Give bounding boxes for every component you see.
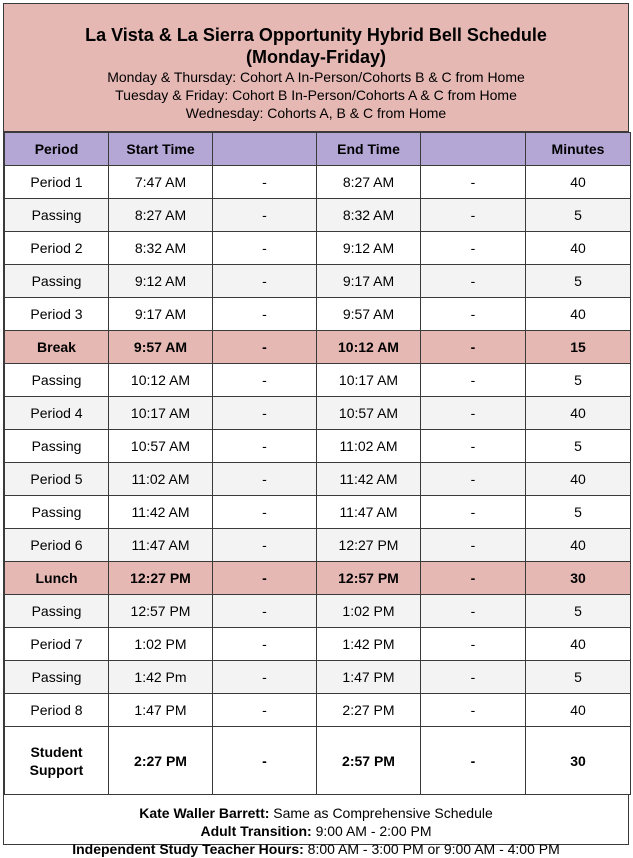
col-period: Period: [5, 133, 109, 166]
table-row: [5, 529, 631, 562]
dash-cell: -: [421, 199, 526, 232]
period-cell: Passing: [5, 661, 109, 694]
start-cell: 2:27 PM: [109, 727, 213, 795]
col-minutes: Minutes: [526, 133, 631, 166]
end-cell: 11:42 AM: [317, 463, 421, 496]
table-row: [5, 661, 631, 694]
table-row: [5, 364, 631, 397]
minutes-cell: 30: [526, 727, 631, 795]
end-cell: 10:17 AM: [317, 364, 421, 397]
start-cell: 10:57 AM: [109, 430, 213, 463]
dash-cell: -: [213, 331, 317, 364]
minutes-cell: 40: [526, 298, 631, 331]
start-cell: 11:42 AM: [109, 496, 213, 529]
dash-cell: -: [421, 694, 526, 727]
period-cell: Passing: [5, 496, 109, 529]
end-cell: 8:27 AM: [317, 166, 421, 199]
table-row: [5, 166, 631, 199]
col-blank-2: [421, 133, 526, 166]
end-cell: 9:57 AM: [317, 298, 421, 331]
start-cell: 11:47 AM: [109, 529, 213, 562]
dash-cell: -: [213, 430, 317, 463]
start-cell: 9:12 AM: [109, 265, 213, 298]
footer-line-2: Adult Transition: 9:00 AM - 2:00 PM: [200, 823, 432, 839]
table-row: [5, 397, 631, 430]
end-cell: 2:57 PM: [317, 727, 421, 795]
period-line-2: Support: [29, 761, 84, 778]
period-line-1: Student: [30, 743, 83, 760]
table-row: [5, 694, 631, 727]
start-cell: 9:57 AM: [109, 331, 213, 364]
dash-cell: -: [213, 265, 317, 298]
start-cell: 12:57 PM: [109, 595, 213, 628]
start-cell: 7:47 AM: [109, 166, 213, 199]
minutes-cell: 5: [526, 496, 631, 529]
bell-schedule: [3, 3, 629, 857]
dash-cell: -: [421, 727, 526, 795]
end-cell: 1:47 PM: [317, 661, 421, 694]
col-start-time: Start Time: [109, 133, 213, 166]
minutes-cell: 40: [526, 694, 631, 727]
start-cell: 1:02 PM: [109, 628, 213, 661]
start-cell: 12:27 PM: [109, 562, 213, 595]
table-row: [5, 595, 631, 628]
end-cell: 12:27 PM: [317, 529, 421, 562]
dash-cell: -: [421, 463, 526, 496]
table-row: [5, 298, 631, 331]
period-cell: Passing: [5, 265, 109, 298]
end-cell: 10:57 AM: [317, 397, 421, 430]
dash-cell: -: [213, 529, 317, 562]
table-row: [5, 232, 631, 265]
period-cell: Break: [5, 331, 109, 364]
period-cell: Period 7: [5, 628, 109, 661]
dash-cell: -: [421, 265, 526, 298]
end-cell: 1:02 PM: [317, 595, 421, 628]
dash-cell: -: [213, 232, 317, 265]
footer-line-1: Kate Waller Barrett: Same as Comprehensive Schedule: [139, 805, 493, 821]
dash-cell: -: [213, 166, 317, 199]
minutes-cell: 5: [526, 595, 631, 628]
dash-cell: -: [421, 331, 526, 364]
end-cell: 11:47 AM: [317, 496, 421, 529]
dash-cell: -: [213, 628, 317, 661]
period-cell: Lunch: [5, 562, 109, 595]
dash-cell: -: [421, 562, 526, 595]
table-row: [5, 562, 631, 595]
start-cell: 10:17 AM: [109, 397, 213, 430]
period-cell: Period 3: [5, 298, 109, 331]
minutes-cell: 40: [526, 529, 631, 562]
period-cell: Period 8: [5, 694, 109, 727]
end-cell: 8:32 AM: [317, 199, 421, 232]
dash-cell: -: [421, 397, 526, 430]
col-blank-1: [213, 133, 317, 166]
minutes-cell: 40: [526, 397, 631, 430]
schedule-footer: [4, 795, 628, 858]
table-row: [5, 628, 631, 661]
period-cell: Period 2: [5, 232, 109, 265]
cohort-schedule-tue-fri: Tuesday & Friday: Cohort B In-Person/Cohorts A & C from Home: [115, 87, 517, 103]
minutes-cell: 5: [526, 364, 631, 397]
end-cell: 11:02 AM: [317, 430, 421, 463]
period-cell: Period 4: [5, 397, 109, 430]
end-cell: 12:57 PM: [317, 562, 421, 595]
dash-cell: -: [421, 232, 526, 265]
cohort-schedule-wed: Wednesday: Cohorts A, B & C from Home: [185, 105, 447, 121]
end-cell: 9:17 AM: [317, 265, 421, 298]
dash-cell: -: [213, 199, 317, 232]
dash-cell: -: [213, 694, 317, 727]
period-cell: Passing: [5, 199, 109, 232]
minutes-cell: 5: [526, 265, 631, 298]
minutes-cell: 5: [526, 199, 631, 232]
period-cell: Period 1: [5, 166, 109, 199]
minutes-cell: 40: [526, 463, 631, 496]
end-cell: 1:42 PM: [317, 628, 421, 661]
end-cell: 2:27 PM: [317, 694, 421, 727]
dash-cell: -: [421, 529, 526, 562]
end-cell: 9:12 AM: [317, 232, 421, 265]
minutes-cell: 5: [526, 430, 631, 463]
col-end-time: End Time: [317, 133, 421, 166]
dash-cell: -: [421, 628, 526, 661]
dash-cell: -: [213, 661, 317, 694]
period-cell: Passing: [5, 430, 109, 463]
period-cell: Period 5: [5, 463, 109, 496]
table-row: [5, 265, 631, 298]
end-cell: 10:12 AM: [317, 331, 421, 364]
table-row: [5, 430, 631, 463]
dash-cell: -: [213, 298, 317, 331]
table-row-student-support: [5, 727, 631, 795]
start-cell: 10:12 AM: [109, 364, 213, 397]
period-cell: Period 6: [5, 529, 109, 562]
dash-cell: -: [421, 496, 526, 529]
start-cell: 11:02 AM: [109, 463, 213, 496]
table-row: [5, 496, 631, 529]
start-cell: 1:42 Pm: [109, 661, 213, 694]
dash-cell: -: [421, 364, 526, 397]
cohort-schedule-mon-thu: Monday & Thursday: Cohort A In-Person/Cohorts B & C from Home: [107, 69, 525, 85]
table-row: [5, 199, 631, 232]
period-cell: Passing: [5, 595, 109, 628]
dash-cell: -: [213, 463, 317, 496]
minutes-cell: 40: [526, 166, 631, 199]
start-cell: 8:32 AM: [109, 232, 213, 265]
title-line-2: (Monday-Friday): [245, 47, 386, 67]
minutes-cell: 40: [526, 628, 631, 661]
dash-cell: -: [213, 364, 317, 397]
period-cell: Passing: [5, 364, 109, 397]
dash-cell: -: [421, 430, 526, 463]
dash-cell: -: [421, 595, 526, 628]
footer-line-3: Independent Study Teacher Hours: 8:00 AM - 3:00 PM or 9:00 AM - 4:00 PM: [72, 841, 560, 857]
dash-cell: -: [421, 298, 526, 331]
dash-cell: -: [213, 727, 317, 795]
table-row: [5, 463, 631, 496]
dash-cell: -: [421, 661, 526, 694]
dash-cell: -: [213, 562, 317, 595]
period-cell: [5, 727, 109, 795]
start-cell: 9:17 AM: [109, 298, 213, 331]
start-cell: 8:27 AM: [109, 199, 213, 232]
title-line-1: La Vista & La Sierra Opportunity Hybrid Bell Schedule: [85, 25, 547, 45]
dash-cell: -: [213, 595, 317, 628]
dash-cell: -: [213, 496, 317, 529]
column-header-row: [5, 133, 631, 166]
dash-cell: -: [421, 166, 526, 199]
schedule-header: [4, 4, 628, 132]
dash-cell: -: [213, 397, 317, 430]
start-cell: 1:47 PM: [109, 694, 213, 727]
minutes-cell: 5: [526, 661, 631, 694]
minutes-cell: 30: [526, 562, 631, 595]
minutes-cell: 15: [526, 331, 631, 364]
minutes-cell: 40: [526, 232, 631, 265]
schedule-table: [4, 132, 631, 795]
table-row: [5, 331, 631, 364]
